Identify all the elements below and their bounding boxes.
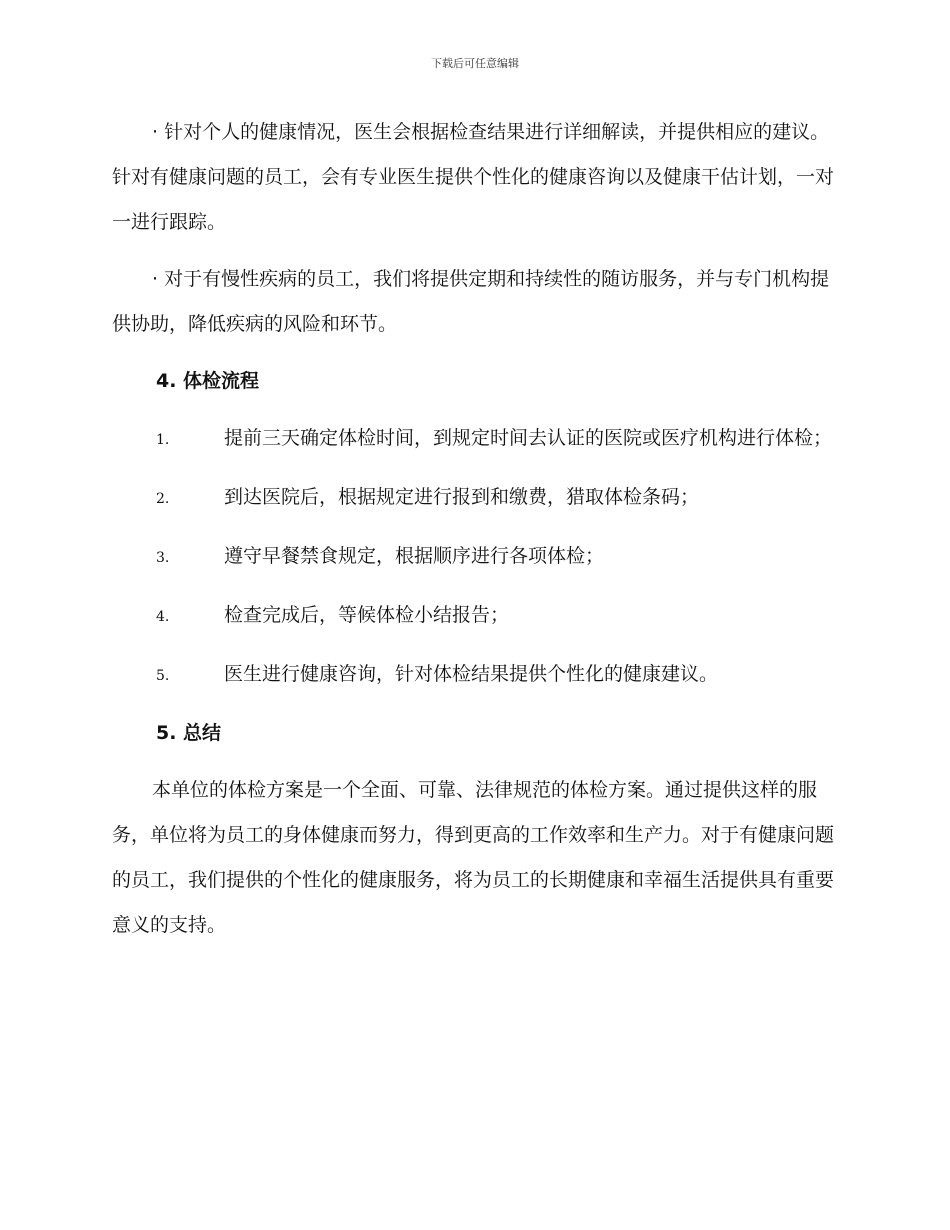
header-note: 下载后可任意编辑 (431, 57, 519, 70)
step-number: 4. (156, 609, 170, 625)
process-step (112, 652, 834, 699)
section-heading-summary: 5. 总结 (156, 722, 222, 744)
paragraph-summary: 本单位的体检方案是一个全面、可靠、法律规范的体检方案。通过提供这样的服务，单位将为员工的身体健康而努力，得到更高的工作效率和生产力。对于有健康问题的员工，我们提供的个性化的健康服务，将为员工的长期健康和幸福生活提供具有重要意义的支持。 (112, 779, 835, 936)
step-number: 5. (156, 668, 170, 684)
step-text: 遵守早餐禁食规定，根据顺序进行各项体检； (224, 545, 605, 567)
step-number: 3. (156, 550, 170, 566)
process-step (112, 416, 834, 463)
step-number: 2. (156, 491, 170, 507)
step-text: 医生进行健康咨询，针对体检结果提供个性化的健康建议。 (224, 663, 719, 685)
step-text: 到达医院后，根据规定进行报到和缴费，猎取体检条码； (224, 486, 700, 508)
paragraph-health-consultation: · 针对个人的健康情况，医生会根据检查结果进行详细解读，并提供相应的建议。针对有健康问题的员工，会有专业医生提供个性化的健康咨询以及健康干估计划，一对一进行跟踪。 (112, 121, 835, 233)
section-heading-exam-process: 4. 体检流程 (156, 370, 260, 392)
process-step (112, 593, 834, 640)
process-step (112, 534, 834, 581)
step-text: 检查完成后，等候体检小结报告； (224, 604, 510, 626)
step-number: 1. (156, 432, 170, 448)
document-body (112, 110, 834, 960)
process-step (112, 475, 834, 522)
paragraph-chronic-disease: · 对于有慢性疾病的员工，我们将提供定期和持续性的随访服务，并与专门机构提供协助，降低疾病的风险和环节。 (112, 268, 830, 335)
step-text: 提前三天确定体检时间，到规定时间去认证的医院或医疗机构进行体检； (224, 427, 833, 449)
